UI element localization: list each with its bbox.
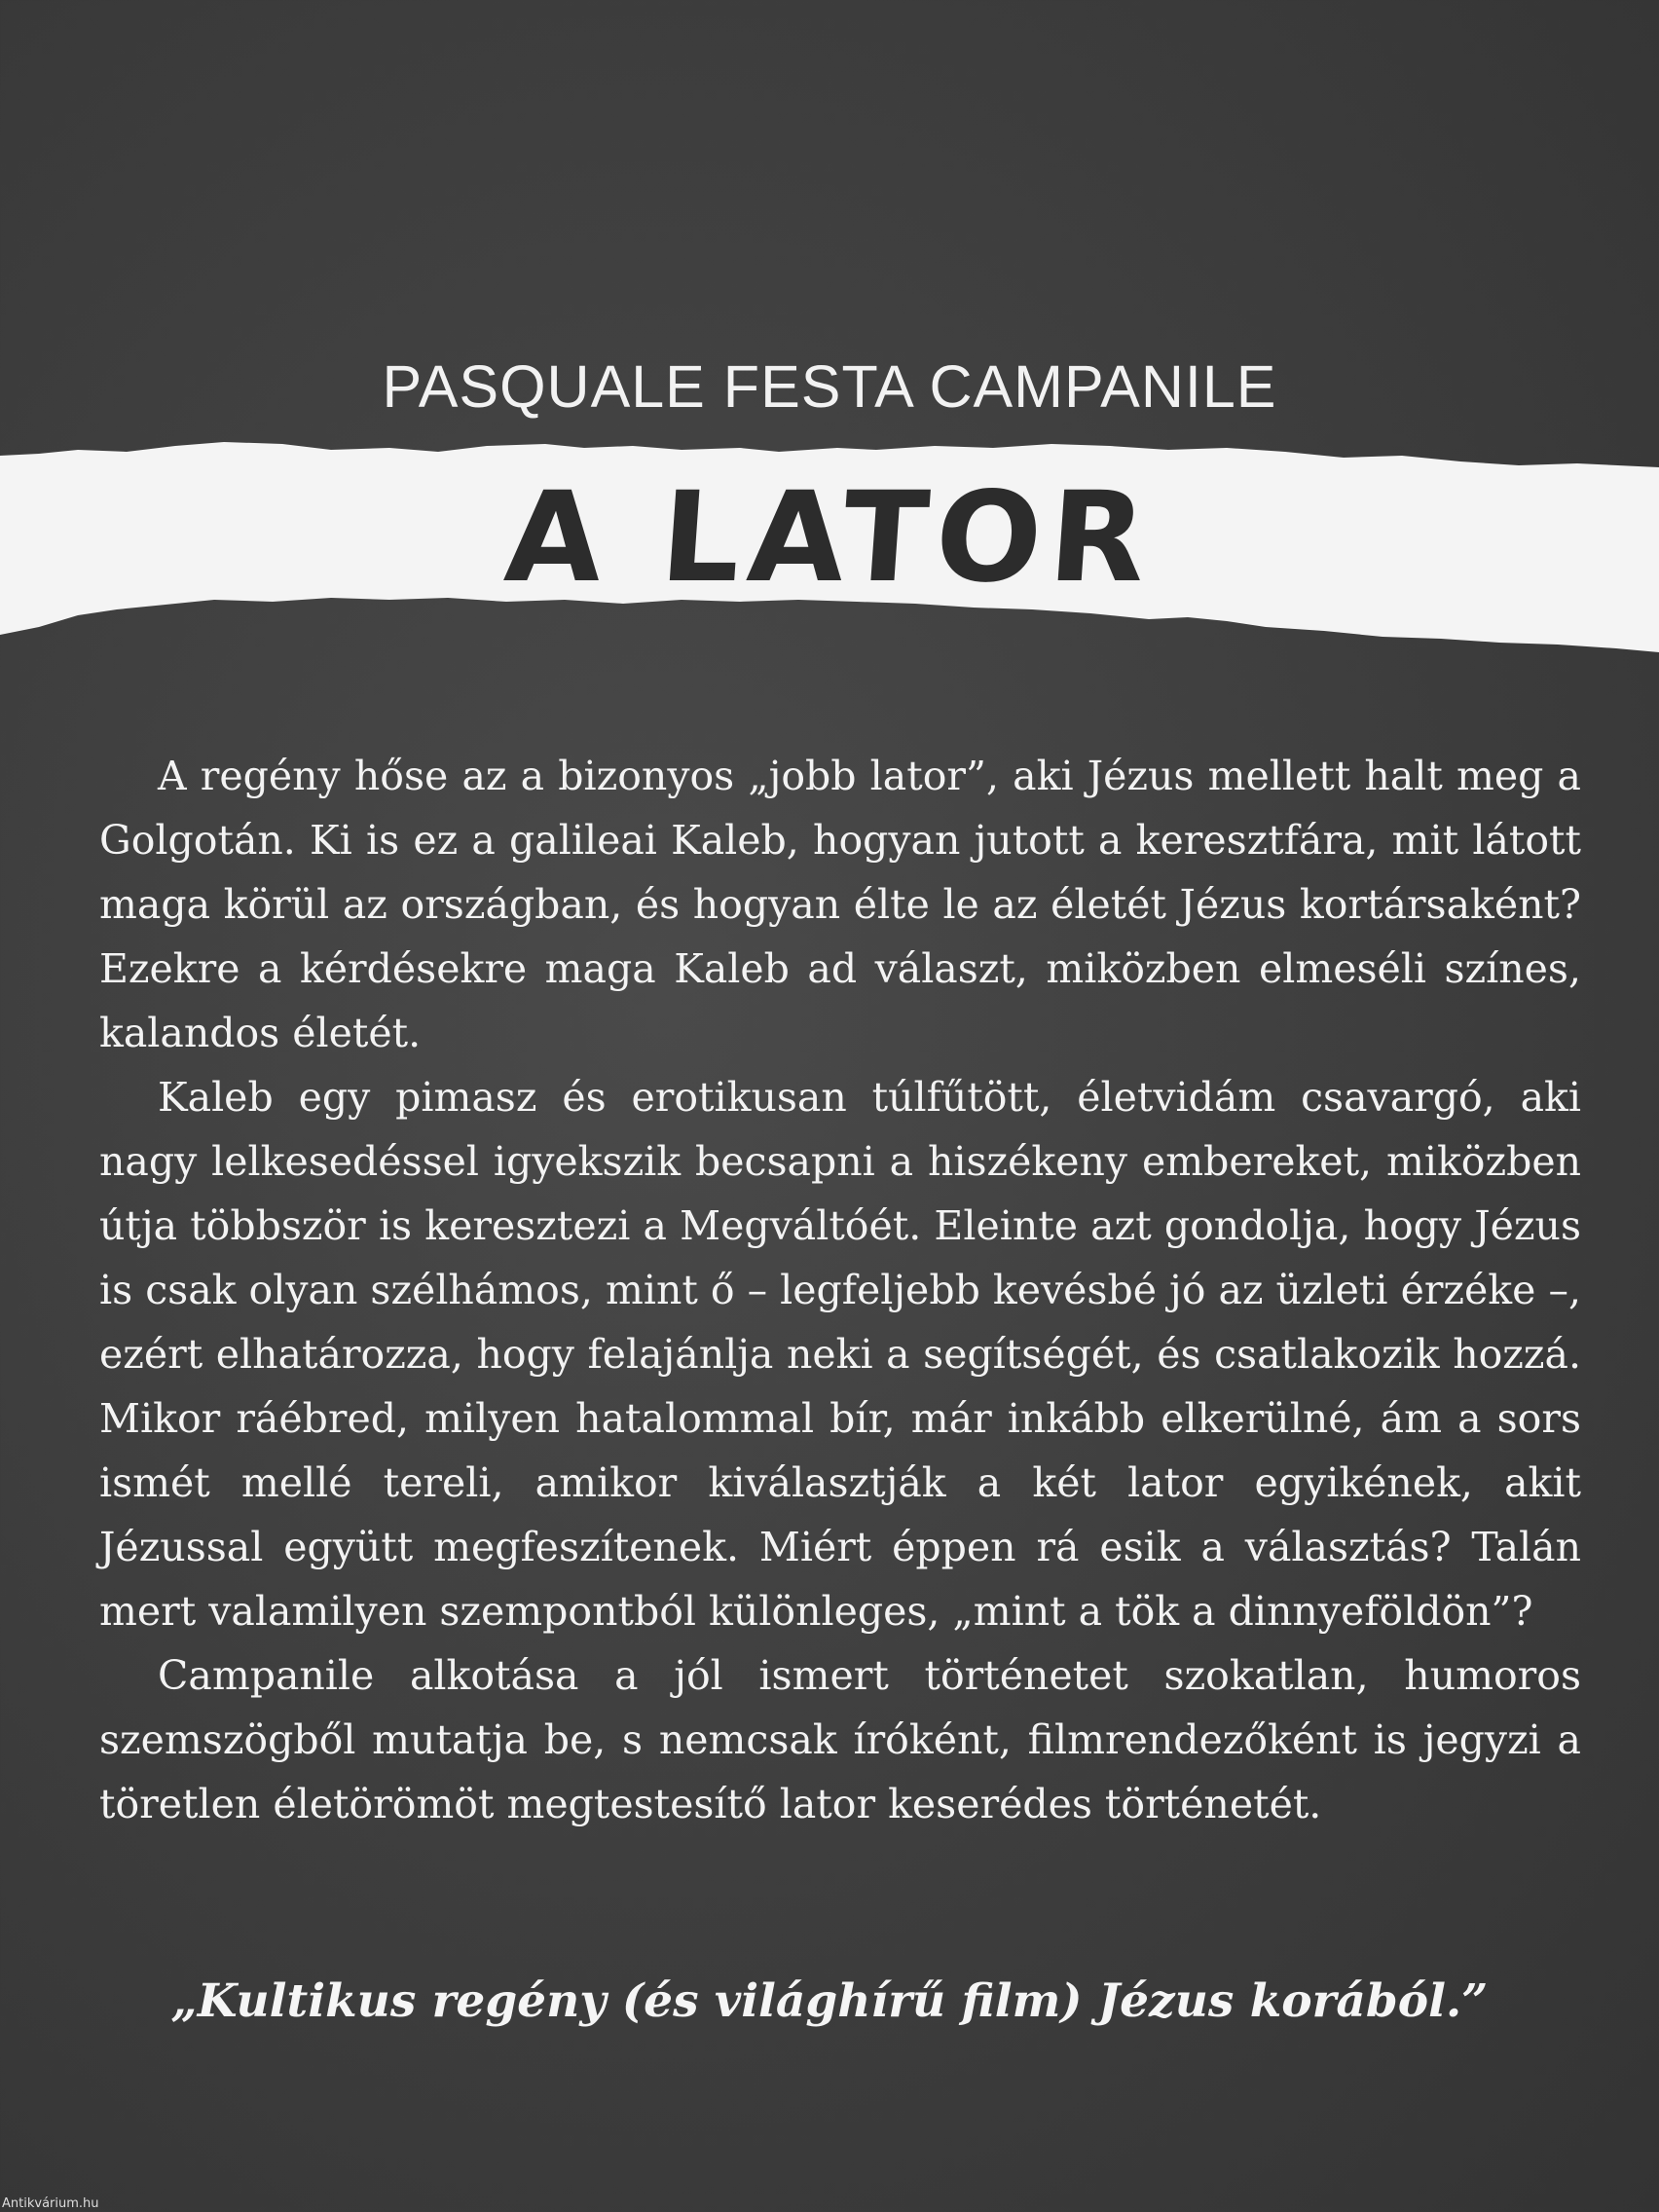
author-name: PASQUALE FESTA CAMPANILE — [382, 353, 1277, 420]
watermark: Antikvárium.hu — [2, 2196, 99, 2211]
blurb-paragraph-3: Campanile alkotása a jól ismert történetet szokatlan, humoros szemszögből mutatja be, s nemcsak íróként, filmrendezőként is jegyzi a töretlen életörömöt megtestesítő lator keserédes történetét. — [99, 1652, 1581, 1827]
book-title: A LATOR — [500, 465, 1159, 610]
blurb-paragraph-1: A regény hőse az a bizonyos „jobb lator”, aki Jézus mellett halt meg a Golgotán. Ki is ez a galileai Kaleb, hogyan jutott a keresztfára, mit látott maga körül az országban, és hogyan élte le az életét Jézus kortársaként? Ezekre a kérdésekre maga Kaleb ad választ, miközben elmeséli színes, kalandos életét. — [99, 753, 1581, 1056]
blurb-paragraph-2: Kaleb egy pimasz és erotikusan túlfűtött, életvidám csavargó, aki nagy lelkesedéssel igyekszik becsapni a hiszékeny embereket, miközben útja többször is keresztezi a Megváltóét. Eleinte azt gondolja, hogy Jézus is csak olyan szélhámos, mint ő – legfeljebb kevésbé jó az üzleti érzéke –, ezért elhatározza, hogy felajánlja neki a segítségét, és csatlakozik hozzá. Mikor ráébred, milyen hatalommal bír, már inkább elkerülné, ám a sors ismét mellé tereli, amikor kiválasztják a két lator egyikének, akit Jézussal együtt megfeszítenek. Miért éppen rá esik a választás? Talán mert valamilyen szempontból különleges, „mint a tök a dinnyeföldön”? — [99, 1074, 1581, 1635]
tagline-quote: „Kultikus regény (és világhírű film) Jézus korából.” — [170, 1974, 1489, 2028]
blurb — [99, 744, 1581, 1836]
